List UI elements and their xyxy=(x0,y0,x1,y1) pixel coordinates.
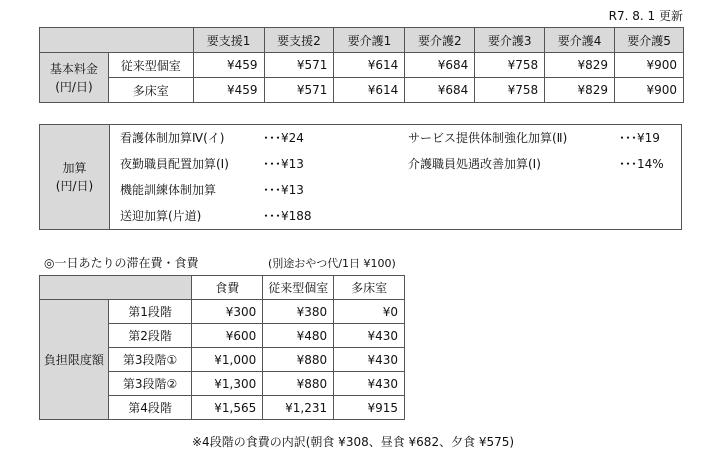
amount-cell: ¥1,231 xyxy=(263,396,334,420)
basic-fee-row-label xyxy=(40,53,109,103)
stay-header-row xyxy=(40,276,405,300)
column-header: 多床室 xyxy=(334,276,405,300)
fee-cell: ¥571 xyxy=(264,53,334,78)
level-header: 要介護4 xyxy=(545,28,615,53)
fee-cell: ¥571 xyxy=(264,78,334,103)
header-blank-cell xyxy=(40,276,192,300)
amount-cell: ¥880 xyxy=(263,348,334,372)
table-row xyxy=(40,300,405,324)
room-type-cell: 従来型個室 xyxy=(108,53,193,78)
column-header: 食費 xyxy=(192,276,263,300)
addition-name: 機能訓練体制加算 xyxy=(120,183,217,197)
additions-label-unit: (円/日) xyxy=(55,179,94,193)
amount-cell: ¥880 xyxy=(263,372,334,396)
basic-fee-label-unit: (円/日) xyxy=(55,79,93,94)
amount-cell: ¥1,300 xyxy=(192,372,263,396)
amount-cell: ¥430 xyxy=(334,372,405,396)
snack-fee-note: (別途おやつ代/1日 ¥100) xyxy=(268,257,396,270)
header-blank-cell xyxy=(40,28,194,53)
addition-value: ･･･¥13 xyxy=(263,183,304,197)
table-row xyxy=(40,78,684,103)
meal-breakdown-footnote: ※4段階の食費の内訳(朝食 ¥308、昼食 ¥682、夕食 ¥575) xyxy=(192,435,515,449)
fee-cell: ¥900 xyxy=(615,78,684,103)
basic-fee-label-main: 基本料金 xyxy=(49,61,98,76)
addition-name: 夜勤職員配置加算(Ⅰ) xyxy=(120,157,229,171)
burden-limit-label: 負担限度額 xyxy=(40,300,109,420)
fee-cell: ¥614 xyxy=(334,78,405,103)
stage-cell: 第4段階 xyxy=(108,396,192,420)
level-header: 要支援2 xyxy=(264,28,334,53)
amount-cell: ¥380 xyxy=(263,300,334,324)
amount-cell: ¥1,000 xyxy=(192,348,263,372)
addition-name: 送迎加算(片道) xyxy=(120,209,202,223)
stage-cell: 第1段階 xyxy=(108,300,192,324)
additions-box xyxy=(39,124,682,230)
addition-value: ･･･14% xyxy=(619,157,664,171)
addition-name: 看護体制加算Ⅳ(イ) xyxy=(120,131,225,145)
stage-cell: 第3段階① xyxy=(108,348,192,372)
stage-cell: 第2段階 xyxy=(108,324,192,348)
stage-cell: 第3段階② xyxy=(108,372,192,396)
amount-cell: ¥430 xyxy=(334,324,405,348)
fee-cell: ¥829 xyxy=(545,78,615,103)
amount-cell: ¥480 xyxy=(263,324,334,348)
stay-section-title: ◎一日あたりの滞在費・食費 xyxy=(44,256,199,270)
amount-cell: ¥0 xyxy=(334,300,405,324)
amount-cell: ¥1,565 xyxy=(192,396,263,420)
room-type-cell: 多床室 xyxy=(108,78,193,103)
amount-cell: ¥600 xyxy=(192,324,263,348)
level-header: 要介護5 xyxy=(615,28,684,53)
update-date: R7. 8. 1 更新 xyxy=(608,9,683,23)
addition-value: ･･･¥188 xyxy=(263,209,312,223)
table-row xyxy=(40,53,684,78)
addition-value: ･･･¥24 xyxy=(263,131,304,145)
amount-cell: ¥915 xyxy=(334,396,405,420)
fee-cell: ¥829 xyxy=(545,53,615,78)
additions-list xyxy=(110,125,681,229)
addition-value: ･･･¥13 xyxy=(263,157,304,171)
additions-label xyxy=(40,125,110,229)
basic-fee-table xyxy=(39,27,684,103)
amount-cell: ¥300 xyxy=(192,300,263,324)
addition-name: サービス提供体制強化加算(Ⅱ) xyxy=(408,131,568,145)
level-header: 要介護1 xyxy=(334,28,405,53)
fee-cell: ¥459 xyxy=(193,53,264,78)
addition-name: 介護職員処遇改善加算(Ⅰ) xyxy=(408,157,541,171)
fee-cell: ¥684 xyxy=(405,53,475,78)
fee-cell: ¥900 xyxy=(615,53,684,78)
fee-cell: ¥758 xyxy=(475,53,545,78)
fee-cell: ¥758 xyxy=(475,78,545,103)
addition-value: ･･･¥19 xyxy=(619,131,660,145)
stay-meal-table xyxy=(39,275,405,420)
column-header: 従来型個室 xyxy=(263,276,334,300)
amount-cell: ¥430 xyxy=(334,348,405,372)
level-header: 要介護2 xyxy=(405,28,475,53)
fee-cell: ¥684 xyxy=(405,78,475,103)
level-header: 要介護3 xyxy=(475,28,545,53)
additions-label-main: 加算 xyxy=(62,161,87,175)
fee-cell: ¥459 xyxy=(193,78,264,103)
fee-cell: ¥614 xyxy=(334,53,405,78)
basic-fee-header-row xyxy=(40,28,684,53)
level-header: 要支援1 xyxy=(193,28,264,53)
